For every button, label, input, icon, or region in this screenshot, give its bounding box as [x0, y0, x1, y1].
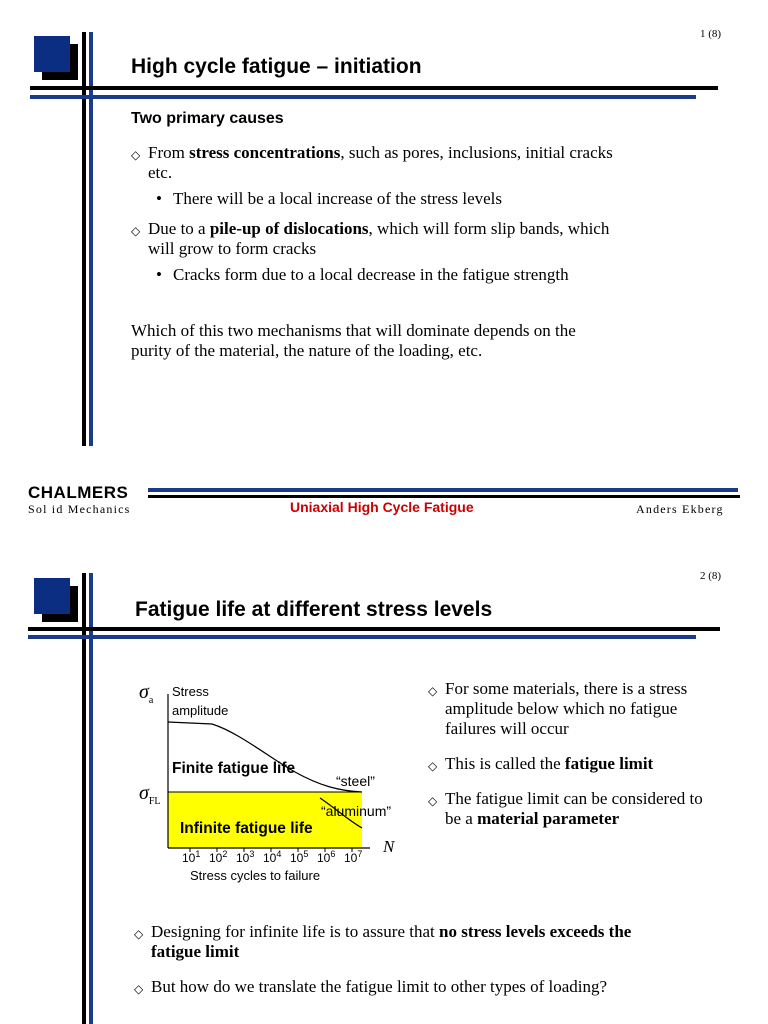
x-axis-symbol: N: [383, 837, 395, 856]
x-tick-label: $10^1$: [182, 849, 201, 865]
horizontal-rule-blue: [30, 95, 696, 99]
page-number: 2 (8): [700, 570, 722, 582]
bullet-item: [428, 679, 713, 739]
bullet-list: [131, 143, 621, 285]
y-axis-label-stress: Stress: [172, 684, 209, 699]
x-tick-label: $10^6$: [317, 849, 336, 865]
footer-author: Anders Ekberg: [636, 502, 724, 516]
slide-paragraph: Which of this two mechanisms that will dominate depends on the purity of the material, the nature of the loading, etc.: [131, 321, 576, 360]
dot-bullet-icon: •: [156, 189, 162, 208]
diamond-bullet-icon: ◇: [428, 759, 438, 773]
footer-org: CHALMERS: [28, 483, 129, 502]
sub-bullet-item: [156, 265, 576, 285]
logo-square: [34, 36, 70, 72]
horizontal-rule-black: [28, 627, 720, 631]
x-tick-label: $10^4$: [263, 849, 282, 865]
steel-curve: [168, 722, 362, 792]
series-label-steel: “steel”: [336, 773, 375, 789]
bullet-bold: no stress levels exceeds the fatigue limit: [151, 922, 632, 961]
sigma-a-symbol: $\sigma_a$: [139, 681, 154, 706]
sub-bullet-text: Cracks form due to a local decrease in the fatigue strength: [173, 265, 569, 284]
finite-life-label: Finite fatigue life: [172, 760, 296, 777]
vertical-rule-black: [82, 573, 86, 1024]
slide-title: Fatigue life at different stress levels: [135, 598, 493, 621]
sub-bullet-text: There will be a local increase of the stress levels: [173, 189, 503, 208]
diamond-bullet-icon: ◇: [131, 148, 141, 162]
x-axis-label: Stress cycles to failure: [190, 868, 321, 883]
bullet-text: Designing for infinite life is to assure that: [151, 922, 439, 941]
slide-title: High cycle fatigue – initiation: [131, 55, 422, 78]
bullet-item: [131, 219, 621, 259]
x-tick-label: $10^3$: [236, 849, 255, 865]
footer-dept: Sol id Mechanics: [28, 502, 131, 516]
bullet-item: [428, 789, 713, 829]
bullet-text: But how do we translate the fatigue limit to other types of loading?: [151, 977, 608, 996]
y-axis-label-amplitude: amplitude: [172, 703, 229, 718]
x-tick-label: $10^2$: [209, 849, 228, 865]
bullet-item: [428, 754, 713, 774]
diamond-bullet-icon: ◇: [428, 684, 438, 698]
subheading: Two primary causes: [131, 110, 284, 127]
bottom-bullet-list: [134, 922, 664, 997]
logo-square: [34, 578, 70, 614]
footer-rule-black: [148, 495, 740, 498]
x-tick-label: $10^7$: [344, 849, 363, 865]
infinite-life-label: Infinite fatigue life: [180, 820, 313, 837]
bullet-bold: stress concentrations: [189, 143, 341, 162]
bullet-text: , such as pores, inclusions, initial cracks etc.: [148, 143, 613, 182]
right-bullet-list: [428, 679, 713, 829]
bullet-text: For some materials, there is a stress amplitude below which no fatigue failures will occur: [445, 679, 688, 738]
footer-rule-blue: [148, 488, 738, 492]
diamond-bullet-icon: ◇: [134, 982, 144, 996]
sigma-fl-symbol: $\sigma_{FL}$: [139, 782, 161, 807]
bullet-item: [134, 922, 664, 962]
series-label-aluminum: “aluminum”: [321, 803, 392, 819]
vertical-rule-blue: [89, 573, 93, 1024]
bullet-text: This is called the: [445, 754, 565, 773]
bullet-bold: pile-up of dislocations: [209, 219, 369, 238]
bullet-text: Due to a: [148, 219, 210, 238]
page-number: 1 (8): [700, 28, 722, 40]
dot-bullet-icon: •: [156, 265, 162, 284]
bullet-item: [131, 143, 621, 183]
bullet-text: , which will form slip bands, which will grow to form cracks: [148, 219, 610, 258]
footer-course: Uniaxial High Cycle Fatigue: [290, 499, 474, 515]
diamond-bullet-icon: ◇: [131, 224, 141, 238]
bullet-bold: fatigue limit: [564, 754, 654, 773]
bullet-bold: material parameter: [477, 809, 620, 828]
sub-bullet-item: [156, 189, 621, 209]
horizontal-rule-black: [30, 86, 718, 90]
diamond-bullet-icon: ◇: [134, 927, 144, 941]
diamond-bullet-icon: ◇: [428, 794, 438, 808]
x-tick-label: $10^5$: [290, 849, 309, 865]
bullet-item: [134, 977, 664, 997]
bullet-text: From: [148, 143, 190, 162]
horizontal-rule-blue: [28, 635, 696, 639]
bullet-text: The fatigue limit can be considered to be a: [445, 789, 703, 828]
